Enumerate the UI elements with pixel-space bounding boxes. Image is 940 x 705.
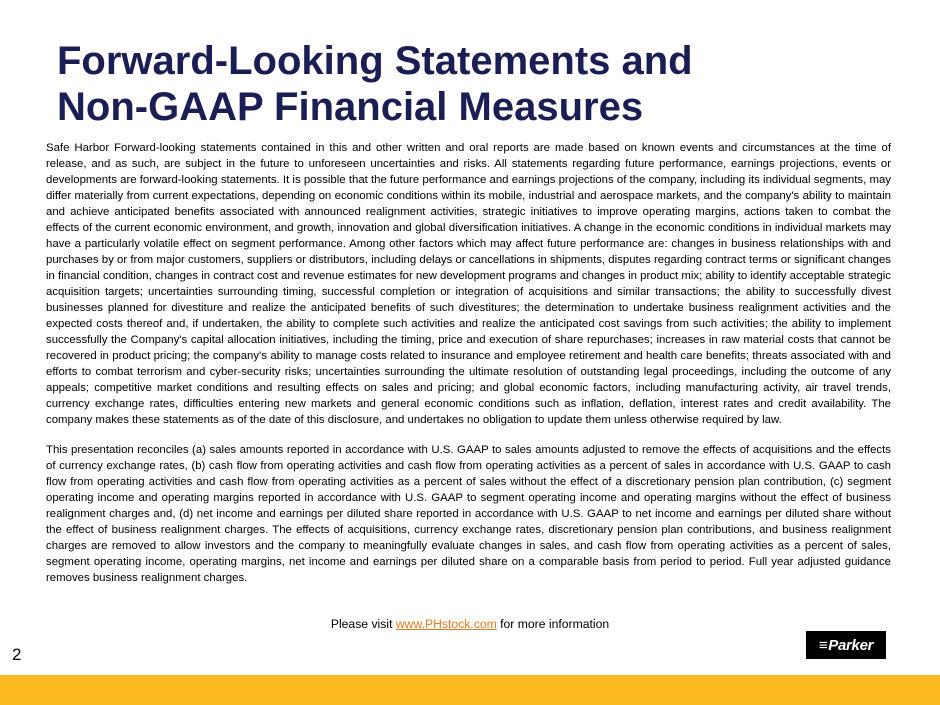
- page-title-line-2: Non-GAAP Financial Measures: [57, 85, 644, 129]
- reconciliation-paragraph: This presentation reconciles (a) sales amounts reported in accordance with U.S. GAAP to sales amounts adjusted to remove the effects of acquisitions and the effects of currency exchange rates, (b) cash flow from operating activities and cash flow from operating activities as a percent of sales in accordance with U.S. GAAP to cash flow from operating activities and cash flow from operating activities as a percent of sales without the effect of a discretionary pension plan contribution, (c) segment operating income and operating margins reported in accordance with U.S. GAAP to segment operating income and operating margins without the effect of business realignment charges and, (d) net income and earnings per diluted share reported in accordance with U.S. GAAP to net income and earnings per diluted share without the effect of business realignment charges. The effects of acquisitions, currency exchange rates, discretionary pension plan contributions, and business realignment charges are removed to allow investors and the company to meaningfully evaluate changes in sales, and cash flow from operating activities as a percent of sales, segment operating income, operating margins, net income and earnings per diluted share on a comparable basis from period to period. Full year adjusted guidance removes business realignment charges.: [46, 444, 891, 584]
- footer-bar: [0, 675, 940, 705]
- visit-suffix: for more information: [496, 617, 610, 631]
- phstock-link[interactable]: www.PHstock.com: [395, 617, 497, 631]
- page-title-line-1: Forward-Looking Statements and: [57, 39, 693, 83]
- body-text: [46, 140, 891, 586]
- page-title: [57, 38, 917, 130]
- logo-text: Parker: [828, 636, 874, 654]
- visit-prefix: Please visit: [330, 617, 396, 631]
- safe-harbor-paragraph: Safe Harbor Forward-looking statements contained in this and other written and oral reports are made based on known events and circumstances at the time of release, and as such, are subject in the future to unforeseen uncertainties and risks. All statements regarding future performance, earnings projections, events or developments are forward-looking statements. It is possible that the future performance and earnings projections of the company, including its individual segments, may differ materially from current expectations, depending on economic conditions within its mobile, industrial and aerospace markets, and the company's ability to maintain and achieve anticipated benefits associated with announced realignment activities, strategic initiatives to improve operating margins, actions taken to combat the effects of the current economic environment, and growth, innovation and global diversification initiatives. A change in the economic conditions in individual markets may have a particularly volatile effect on segment performance. Among other factors which may affect future performance are: changes in business relationships with and purchases by or from major customers, suppliers or distributors, including delays or cancellations in shipments, disputes regarding contract terms or significant changes in financial condition, changes in contract cost and revenue estimates for new development programs and changes in product mix; ability to identify acceptable strategic acquisition targets; uncertainties surrounding timing, successful completion or integration of acquisitions and similar transactions; the ability to successfully divest businesses planned for divestiture and realize the anticipated benefits of such divestitures; the determination to undertake business realignment activities and the expected costs thereof and, if undertaken, the ability to complete such activities and realize the anticipated cost savings from such activities; the ability to implement successfully the Company's capital allocation initiatives, including the timing, price and execution of share repurchases; increases in raw material costs that cannot be recovered in product pricing; the company's ability to manage costs related to insurance and employee retirement and health care benefits; threats associated with and efforts to combat terrorism and cyber-security risks; uncertainties surrounding the ultimate resolution of outstanding legal proceedings, including the outcome of any appeals; competitive market conditions and resulting effects on sales and pricing; and global economic factors, including manufacturing activity, air travel trends, currency exchange rates, difficulties entering new markets and general economic conditions such as inflation, deflation, interest rates and credit availability. The company makes these statements as of the date of this disclosure, and undertakes no obligation to update them unless otherwise required by law.: [46, 142, 891, 426]
- logo-dash-icon: ≡: [818, 636, 828, 654]
- parker-logo: [806, 631, 886, 659]
- visit-line: [0, 616, 940, 632]
- page-number: 2: [12, 645, 22, 664]
